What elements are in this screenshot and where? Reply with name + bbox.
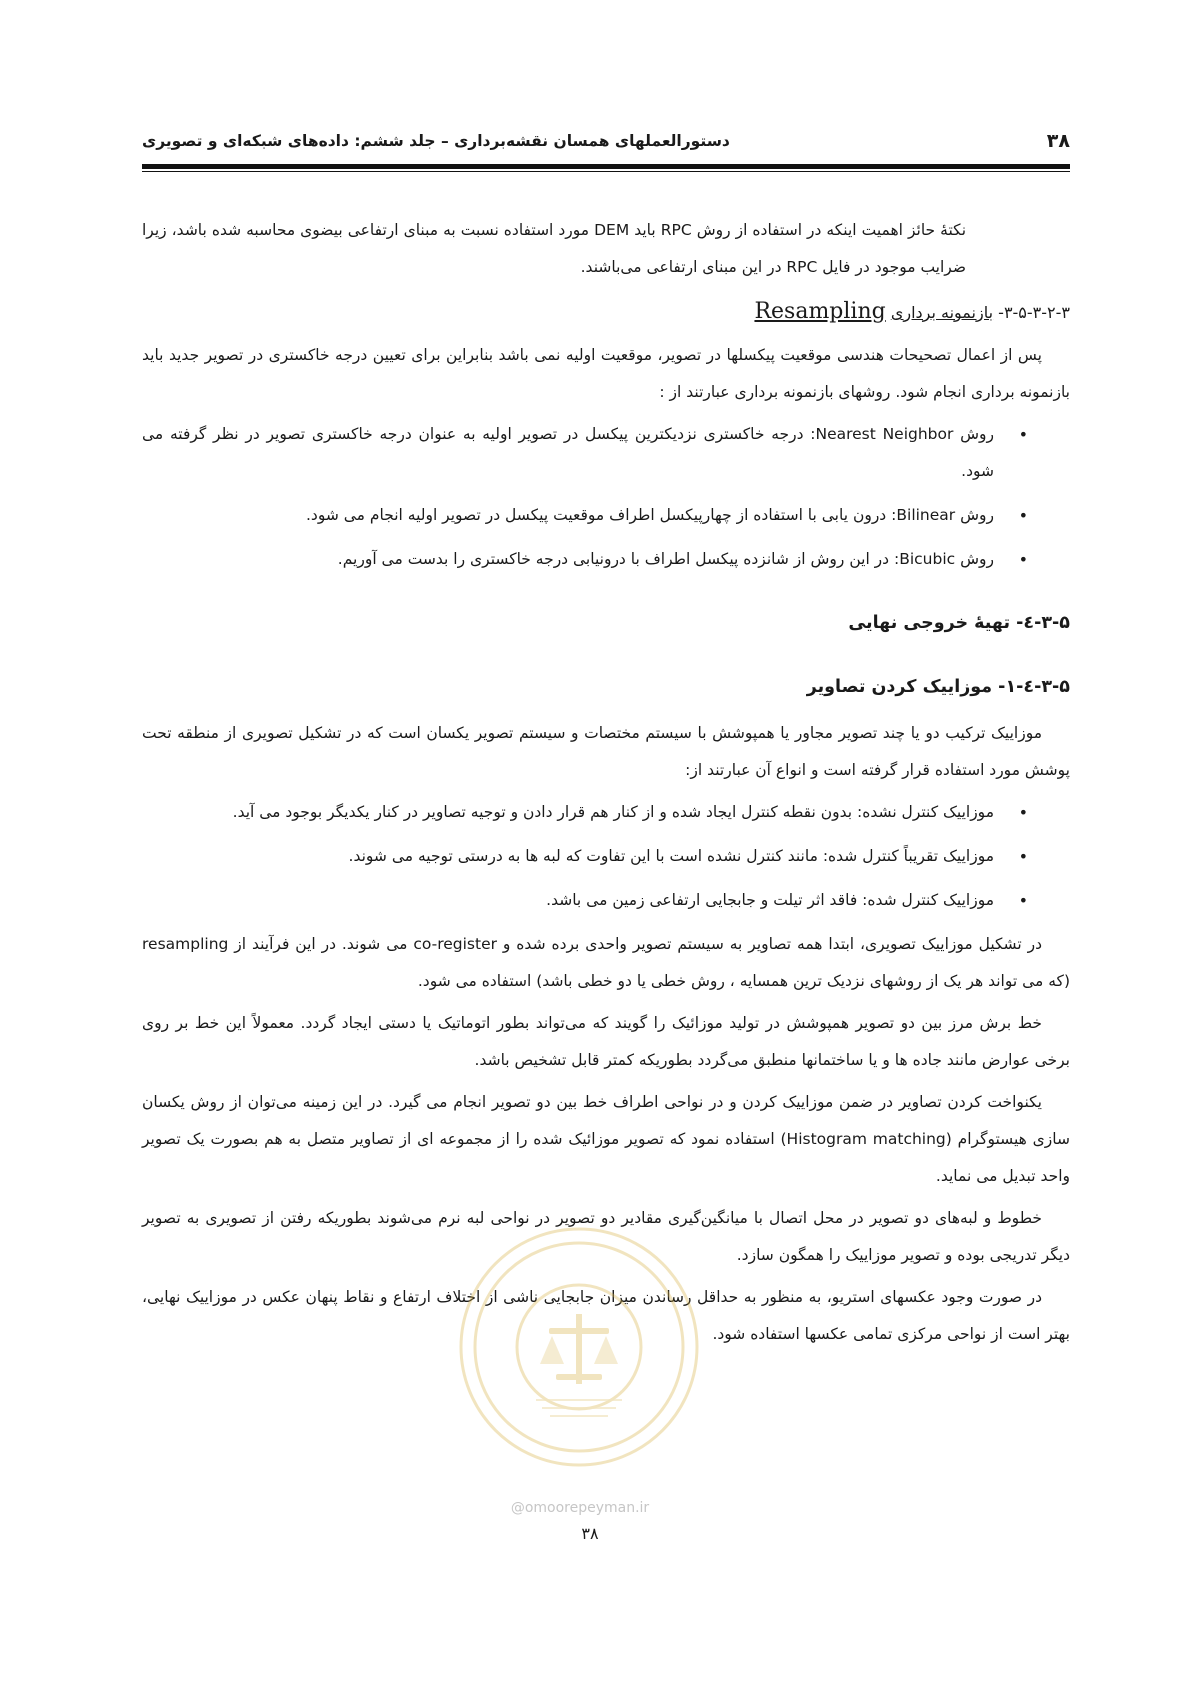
resampling-heading (142, 294, 1070, 331)
mosaic-types-list (142, 794, 1070, 919)
list-item: • موزاییک تقریباً کنترل شده: مانند کنترل نشده است با این تفاوت که لبه ها به درستی توجیه می شوند. (142, 838, 994, 875)
mosaic-paragraph: یکنواخت کردن تصاویر در ضمن موزاییک کردن و در نواحی اطراف خط بین دو تصویر انجام می گیرد. در این زمینه می‌توان از روش یکسان سازی هیستوگرام (Histogram matching) استفاده نمود که تصویر موزائیک شده را از مجموعه ای از تصاویر متصل به هم بصورت یک تصویر واحد تبدیل می نماید. (142, 1093, 1070, 1185)
page-header (142, 128, 1070, 154)
resampling-methods-list (142, 416, 1070, 578)
mosaic-intro: موزاییک ترکیب دو یا چند تصویر مجاور یا همپوشش با سیستم مختصات و سیستم تصویر یکسان است که در تشکیل تصویری از منطقه تحت پوشش مورد استفاده قرار گرفته است و انواع آن عبارتند از: (142, 724, 1070, 779)
mosaic-paragraph: در تشکیل موزاییک تصویری، ابتدا همه تصاویر به سیستم تصویر واحدی برده شده و co-register می شوند. در این فرآیند از resampling (که می تواند هر یک از روشهای نزدیک ترین همسایه ، روش خطی یا دو خطی باشد) استفاده می شود. (142, 935, 1070, 990)
list-item: • روش Bicubic: در این روش از شانزده پیکسل اطراف با درونیابی درجه خاکستری را بدست می آوریم. (142, 541, 994, 578)
resampling-heading-number: ۳-۵-۳-۲-۳- (998, 303, 1070, 322)
header-page-number: ۳۸ (1046, 130, 1070, 152)
header-rule-thin (142, 171, 1070, 172)
note-paragraph: نکتهٔ حائز اهمیت اینکه در استفاده از روش RPC باید DEM مورد استفاده نسبت به مبنای ارتفاعی بیضوی محاسبه شده باشد، زیرا ضرایب موجود در فایل RPC در این مبنای ارتفاعی می‌باشند. (142, 221, 967, 276)
resampling-heading-title-en: Resampling (754, 299, 886, 324)
header-title: دستورالعملهای همسان نقشه‌برداری – جلد ششم: داده‌های شبکه‌ای و تصویری (142, 132, 730, 150)
header-rule-thick (142, 164, 1070, 169)
resampling-heading-title-fa: بازنمونه برداری (890, 303, 994, 322)
mosaic-paragraph: خطوط و لبه‌های دو تصویر در محل اتصال با میانگین‌گیری مقادیر دو تصویر در نواحی لبه نرم می‌شوند بطوریکه رفتن از تصویری به تصویر دیگر تدریجی بوده و تصویر موزاییک را همگون سازد. (142, 1209, 1070, 1264)
list-item: • موزاییک کنترل نشده: بدون نقطه کنترل ایجاد شده و از کنار هم قرار دادن و توجیه تصاویر در کنار یکدیگر بوجود می آید. (142, 794, 994, 831)
mosaic-heading: ۳-۵-٤-۱- موزاییک کردن تصاویر (806, 677, 1070, 697)
watermark-seal-icon (456, 1224, 702, 1470)
mosaic-paragraph: در صورت وجود عکسهای استریو، به منظور به حداقل رساندن میزان جابجایی ناشی از اختلاف ارتفاع و نقاط پنهان عکس در موزاییک نهایی، بهتر است از نواحی مرکزی تمامی عکسها استفاده شود. (142, 1288, 1070, 1343)
watermark-url: @omoorepeyman.ir (510, 1500, 650, 1516)
list-item: • روش Bilinear: درون یابی با استفاده از چهارپیکسل اطراف موقعیت پیکسل در تصویر اولیه انجام می شود. (142, 497, 994, 534)
resampling-intro: پس از اعمال تصحیحات هندسی موقعیت پیکسلها در تصویر، موقعیت اولیه نمی باشد بنابراین برای تعیین درجه خاکستری در تصویر جدید باید بازنمونه برداری انجام شود. روشهای بازنمونه برداری عبارتند از : (142, 346, 1070, 401)
final-output-heading: ۳-۵-٤- تهیهٔ خروجی نهایی (848, 613, 1070, 633)
mosaic-paragraph: خط برش مرز بین دو تصویر همپوشش در تولید موزائیک را گویند که می‌تواند بطور اتوماتیک یا دستی ایجاد گردد. معمولاً این خط بر روی برخی عوارض مانند جاده ها و یا ساختمانها منطبق می‌گردد بطوریکه کمتر قابل تشخیص باشد. (142, 1014, 1070, 1069)
list-item: • موزاییک کنترل شده: فاقد اثر تیلت و جابجایی ارتفاعی زمین می باشد. (142, 882, 994, 919)
page-content (142, 212, 1070, 1358)
footer-page-number: ۳۸ (581, 1524, 599, 1543)
list-item: • روش Nearest Neighbor: درجه خاکستری نزدیکترین پیکسل در تصویر اولیه به عنوان درجه خاکستری تصویر در نظر گرفته می شود. (142, 416, 994, 490)
